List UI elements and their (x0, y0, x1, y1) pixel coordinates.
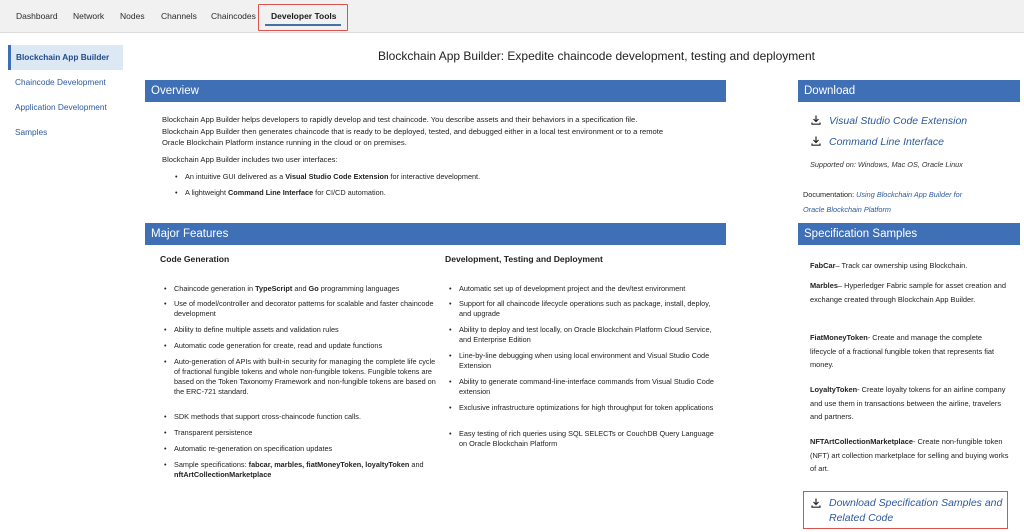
overview-heading: Overview (145, 80, 726, 102)
overview-paragraph-2b: Oracle Blockchain Platform instance running in the cloud or on premises. (162, 138, 407, 147)
feature-item: • Support for all chaincode lifecycle operations such as package, install, deploy, and upgrade (447, 299, 722, 319)
sidebar-item-samples[interactable]: Samples (15, 127, 48, 137)
feature-item: • Exclusive infrastructure optimizations for high throughput for token applications (447, 403, 722, 413)
overview-bullet-vscode: • An intuitive GUI delivered as a Visual Studio Code Extension for interactive development. (173, 172, 713, 182)
feature-item: • Line-by-line debugging when using local environment and Visual Studio Code Extension (447, 351, 722, 371)
tab-chaincodes[interactable]: Chaincodes (211, 11, 256, 21)
top-nav-bar (0, 0, 1024, 33)
feature-item: • Automatic set up of development project and the dev/test environment (447, 284, 722, 294)
sidebar-item-application-development[interactable]: Application Development (15, 102, 107, 112)
overview-paragraph-2a: Blockchain App Builder then generates chaincode that is ready to be deployed, tested, and debugged either in a local test environment or to a remote (162, 127, 664, 136)
major-features-heading: Major Features (145, 223, 726, 245)
sidebar-item-blockchain-app-builder[interactable]: Blockchain App Builder (8, 45, 123, 70)
feature-item: • Chaincode generation in TypeScript and Go programming languages (162, 284, 437, 294)
tab-nodes[interactable]: Nodes (120, 11, 145, 21)
feature-item: • Sample specifications: fabcar, marbles, fiatMoneyToken, loyaltyToken and nftArtCollectionMarketplace (162, 460, 437, 480)
download-icon (811, 498, 821, 508)
feature-item: • Ability to generate command-line-interface commands from Visual Studio Code extension (447, 377, 722, 397)
tab-channels[interactable]: Channels (161, 11, 197, 21)
sample-marbles: Marbles– Hyperledger Fabric sample for asset creation and exchange created through Blockchain App Builder. (810, 281, 1006, 304)
overview-paragraph-3: Blockchain App Builder includes two user interfaces: (162, 155, 338, 164)
sample-loyalty-token: LoyaltyToken- Create loyalty tokens for an airline company and use them in transactions between the airline, travelers and partners. (810, 385, 1006, 421)
documentation-line: Documentation: Using Blockchain App Builder for Oracle Blockchain Platform (803, 190, 963, 214)
vscode-extension-link[interactable]: Visual Studio Code Extension (829, 115, 968, 127)
feature-item: • Easy testing of rich queries using SQL SELECTs or CouchDB Query Language on Oracle Blockchain Platform (447, 429, 722, 449)
overview-paragraph-1: Blockchain App Builder helps developers to rapidly develop and test chaincode. You describe assets and their behaviors in a specification file. (162, 115, 638, 124)
overview-bullet-cli: • A lightweight Command Line Interface for CI/CD automation. (173, 188, 713, 198)
download-icon (811, 136, 821, 146)
feature-item: • SDK methods that support cross-chaincode function calls. (162, 412, 437, 422)
documentation-link[interactable]: Using Blockchain App Builder for (856, 190, 963, 199)
download-heading: Download (798, 80, 1020, 102)
sidebar-item-chaincode-development[interactable]: Chaincode Development (15, 77, 106, 87)
specification-samples-heading: Specification Samples (798, 223, 1020, 245)
sample-fiat-money-token: FiatMoneyToken- Create and manage the complete lifecycle of a fractional fungible token that represents fiat money. (810, 333, 995, 369)
feature-item: • Use of model/controller and decorator patterns for scalable and faster chaincode development (162, 299, 437, 319)
cli-link[interactable]: Command Line Interface (829, 136, 944, 148)
feature-item: • Automatic re-generation on specification updates (162, 444, 437, 454)
download-icon (811, 115, 821, 125)
tab-network[interactable]: Network (73, 11, 105, 21)
feature-item: • Ability to define multiple assets and validation rules (162, 325, 437, 335)
page-title: Blockchain App Builder: Expedite chaincode development, testing and deployment (378, 49, 815, 63)
supported-platforms: Supported on: Windows, Mac OS, Oracle Linux (810, 160, 963, 169)
feature-item: • Transparent persistence (162, 428, 437, 438)
tab-developer-tools[interactable]: Developer Tools (271, 11, 337, 21)
tab-dashboard[interactable]: Dashboard (16, 11, 58, 21)
feature-item: • Auto-generation of APIs with built-in security for managing the complete life cycle of fractional fungible tokens and whole non-fungible tokens. Fungible tokens are based on the Token Taxonomy Framework and non-fungible tokens are based on the ERC-721 standard. (162, 357, 437, 397)
download-spec-samples-link[interactable]: Download Specification Samples and Related Code (829, 497, 1003, 524)
documentation-link-cont[interactable]: Oracle Blockchain Platform (803, 205, 892, 214)
code-generation-heading: Code Generation (160, 254, 230, 264)
active-tab-underline (265, 24, 341, 26)
sample-fabcar: FabCar– Track car ownership using Blockchain. (810, 261, 968, 270)
feature-item: • Automatic code generation for create, read and update functions (162, 341, 437, 351)
download-spec-samples-box[interactable] (803, 491, 1008, 529)
sample-nft-art-marketplace: NFTArtCollectionMarketplace- Create non-fungible token (NFT) art collection marketplace for selling and buying works of art. (810, 437, 1009, 473)
dev-test-deploy-heading: Development, Testing and Deployment (445, 254, 603, 264)
feature-item: • Ability to deploy and test locally, on Oracle Blockchain Platform Cloud Service, and Enterprise Edition (447, 325, 722, 345)
